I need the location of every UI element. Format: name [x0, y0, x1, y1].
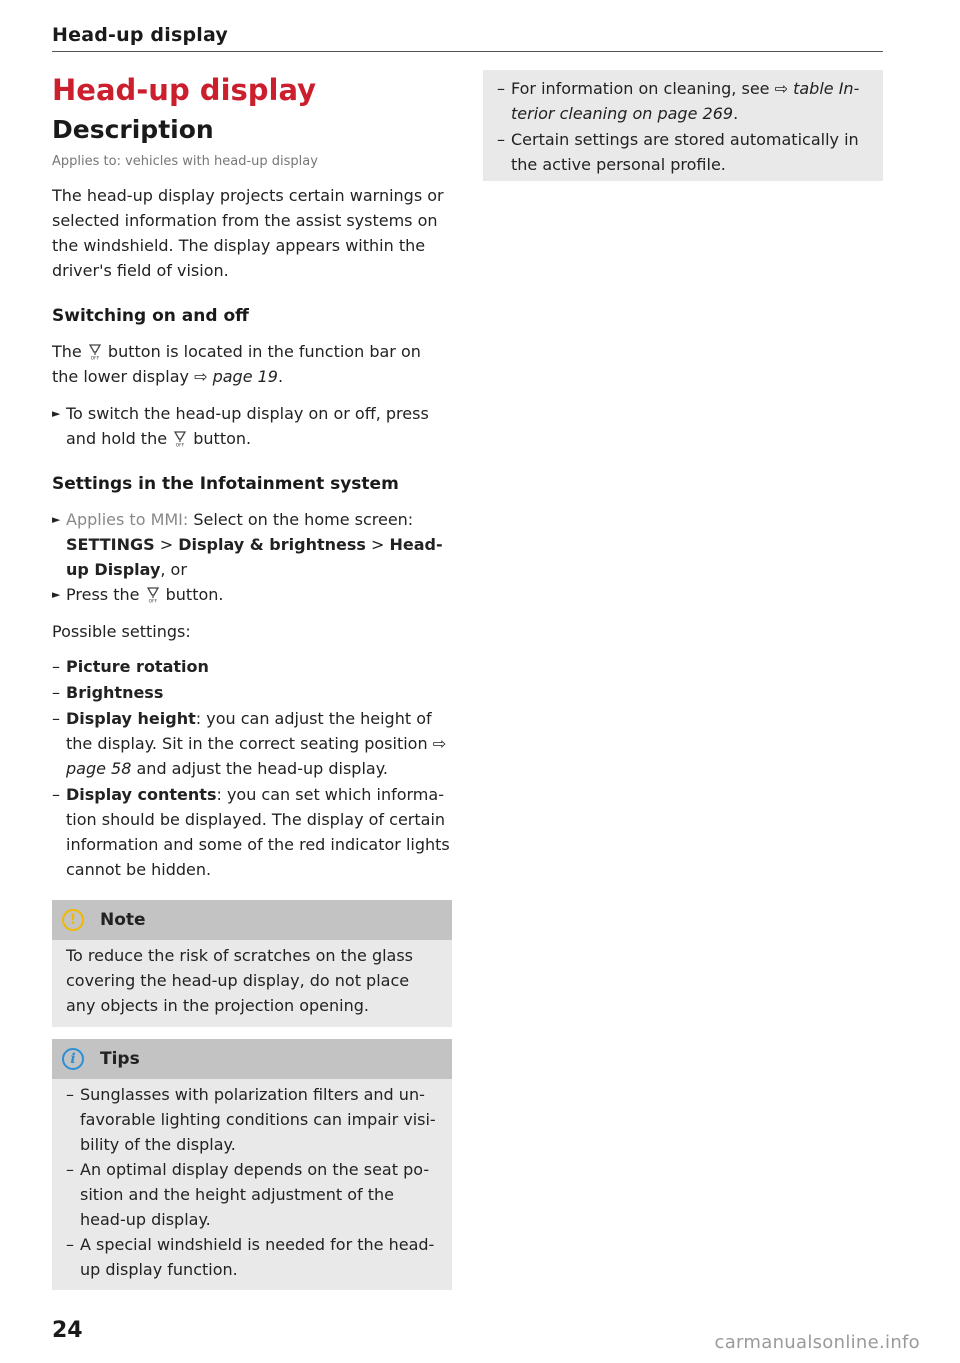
svg-text:OFF: OFF [175, 443, 185, 447]
step-marker: ► [52, 407, 61, 420]
right-column [483, 70, 883, 181]
switching-heading: Switching on and off [52, 306, 249, 326]
header-divider [52, 51, 883, 52]
note-header: ! Note [52, 900, 452, 940]
menu-head-up-display: Head-up Display [66, 535, 443, 579]
list-item: – Picture rotation [52, 657, 209, 676]
list-item: – Brightness [52, 683, 164, 702]
list-item: – An optimal display depends on the seat po-sition and the height adjustment of the head-up display. [66, 1160, 430, 1229]
page-title: Head-up display [52, 73, 317, 107]
head-up-display-icon [88, 343, 102, 360]
running-header: Head-up display [52, 24, 228, 46]
cleaning-table-link[interactable]: ⇨ table In-terior cleaning on page 269 [511, 79, 860, 123]
list-item: – For information on cleaning, see ⇨ table In-terior cleaning on page 269. [497, 79, 860, 123]
menu-display-brightness: Display & brightness [178, 535, 366, 554]
settings-heading: Settings in the Infotainment system [52, 474, 399, 494]
list-item: – Certain settings are stored automatically in the active personal profile. [497, 130, 859, 174]
tips-box [52, 1039, 452, 1290]
note-text: To reduce the risk of scratches on the glass covering the head-up display, do not place any objects in the projection opening. [66, 946, 414, 1015]
note-box [52, 900, 452, 1027]
svg-text:OFF: OFF [148, 599, 157, 603]
possible-settings-label: Possible settings: [52, 622, 191, 641]
settings-step-2: ► Press the OFF button. [52, 582, 452, 607]
list-item: – Sunglasses with polarization filters and un-favorable lighting conditions can impair visi-bility of the display. [66, 1085, 436, 1154]
head-up-display-icon [146, 586, 160, 603]
applies-mmi-label: Applies to MMI: [66, 510, 189, 529]
page-reference-link[interactable]: ⇨ page 58 [66, 734, 447, 778]
switching-step: ► To switch the head-up display on or off, press and hold the OFF button. [52, 401, 452, 451]
exclamation-icon: ! [62, 909, 84, 931]
svg-text:OFF: OFF [90, 356, 100, 360]
step-marker: ► [52, 588, 61, 601]
menu-settings: SETTINGS [66, 535, 155, 554]
continued-tips-box [483, 70, 883, 181]
tips-header: i Tips [52, 1039, 452, 1079]
switching-paragraph: The OFF button is located in the function bar on the lower display ⇨ page 19. [52, 342, 421, 386]
applies-to-note: Applies to: vehicles with head-up display [52, 154, 318, 169]
info-icon: i [62, 1048, 84, 1070]
section-title: Description [52, 115, 214, 144]
head-up-display-icon [173, 430, 187, 447]
list-item: – Display contents: you can set which informa-tion should be displayed. The display of certain information and some of the red indicator lights cannot be hidden. [52, 785, 450, 879]
list-item: – A special windshield is needed for the head-up display function. [66, 1235, 435, 1279]
intro-paragraph: The head-up display projects certain warnings or selected information from the assist systems on the windshield. The display appears within the driver's field of vision. [52, 186, 444, 280]
list-item: – Display height: you can adjust the height of the display. Sit in the correct seating position ⇨ page 58 and adjust the head-up display. [52, 709, 447, 778]
watermark: carmanualsonline.info [714, 1332, 920, 1353]
page-number: 24 [52, 1318, 83, 1343]
step-marker: ► [52, 513, 61, 526]
left-column [52, 70, 452, 1290]
settings-list [52, 654, 452, 882]
settings-step-1: ► Applies to MMI: Select on the home screen: SETTINGS > Display & brightness > Head-up Display, or [52, 507, 452, 582]
page-reference-link[interactable]: ⇨ page 19 [194, 367, 278, 386]
